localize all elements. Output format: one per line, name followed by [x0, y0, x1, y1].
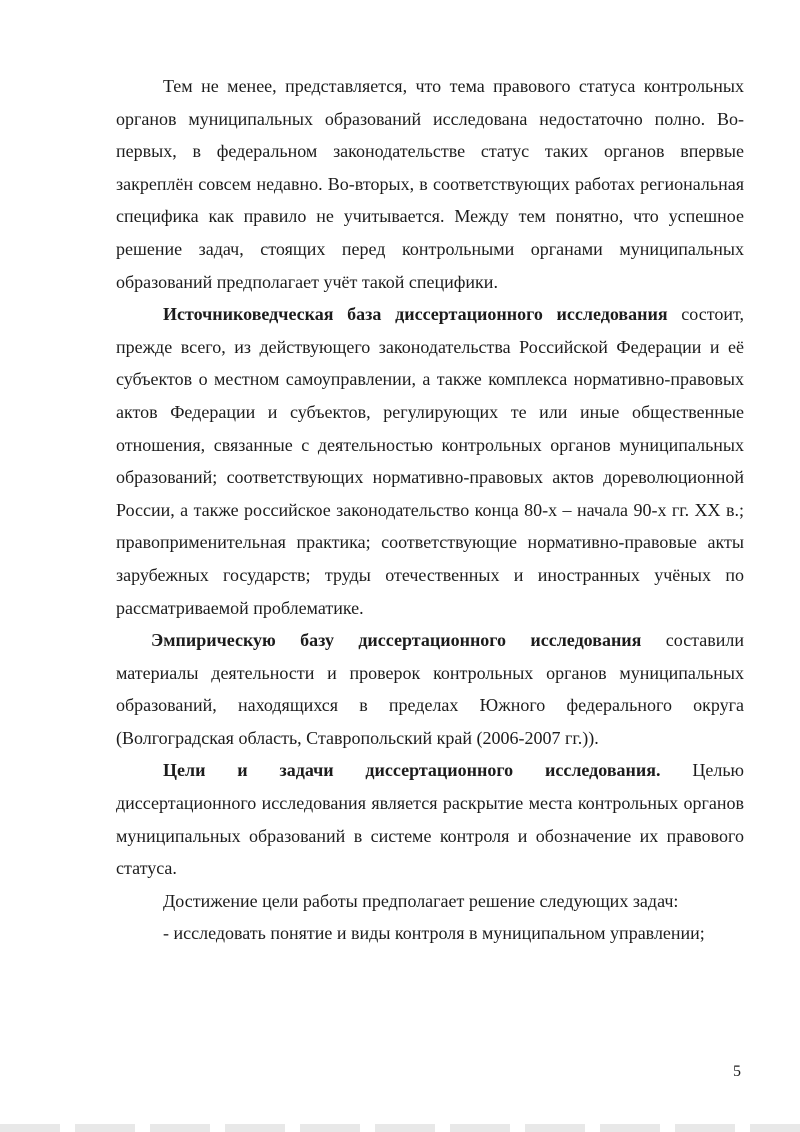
- heading-empirical-base: Эмпирическую базу диссертационного исследования: [151, 630, 642, 651]
- paragraph-goals-tasks: [116, 754, 744, 884]
- paragraph-text: состоит, прежде всего, из действующего законодательства Российской Федерации и её субъектов о местном самоуправлении, а также комплекса нормативно-правовых актов Федерации и субъектов, регулирующих те или иные общественные отношения, связанные с деятельностью контрольных органов муниципальных образований; соответствующих нормативно-правовых актов дореволюционной России, а также российское законодательство конца 80-х – начала 90-х гг. XX в.; правоприменительная практика; соответствующие нормативно-правовые акты зарубежных государств; труды отечественных и иностранных учёных по рассматриваемой проблематике.: [116, 304, 744, 618]
- scan-edge-divider: [0, 1124, 800, 1132]
- paragraph-text: составили материалы деятельности и проверок контрольных органов муниципальных образований, находящихся в пределах Южного федерального округа (Волгоградская область, Ставропольский край (2006-2007 гг.)).: [116, 630, 744, 748]
- paragraph-empirical-base: [116, 624, 744, 754]
- paragraph-text: Достижение цели работы предполагает решение следующих задач:: [163, 890, 679, 911]
- document-body: [116, 70, 744, 950]
- paragraph-achievement: [116, 885, 744, 918]
- heading-source-base: Источниковедческая база диссертационного исследования: [163, 304, 668, 325]
- paragraph-text: - исследовать понятие и виды контроля в муниципальном управлении;: [163, 923, 705, 944]
- paragraph-source-base: [116, 298, 744, 624]
- heading-goals-tasks: Цели и задачи диссертационного исследования.: [163, 760, 661, 781]
- paragraph-topic-status: [116, 70, 744, 298]
- paragraph-text: Целью диссертационного исследования является раскрытие места контрольных органов муниципальных образований в системе контроля и обозначение их правового статуса.: [116, 760, 744, 879]
- list-item-task-1: [116, 917, 744, 950]
- paragraph-text: Тем не менее, представляется, что тема правового статуса контрольных органов муниципальных образований исследована недостаточно полно. Во-первых, в федеральном законодательстве статус таких органов впервые закреплён совсем недавно. Во-вторых, в соответствующих работах региональная специфика как правило не учитывается. Между тем понятно, что успешное решение задач, стоящих перед контрольными органами муниципальных образований предполагает учёт такой специфики.: [116, 76, 744, 292]
- page-number: 5: [733, 1063, 741, 1080]
